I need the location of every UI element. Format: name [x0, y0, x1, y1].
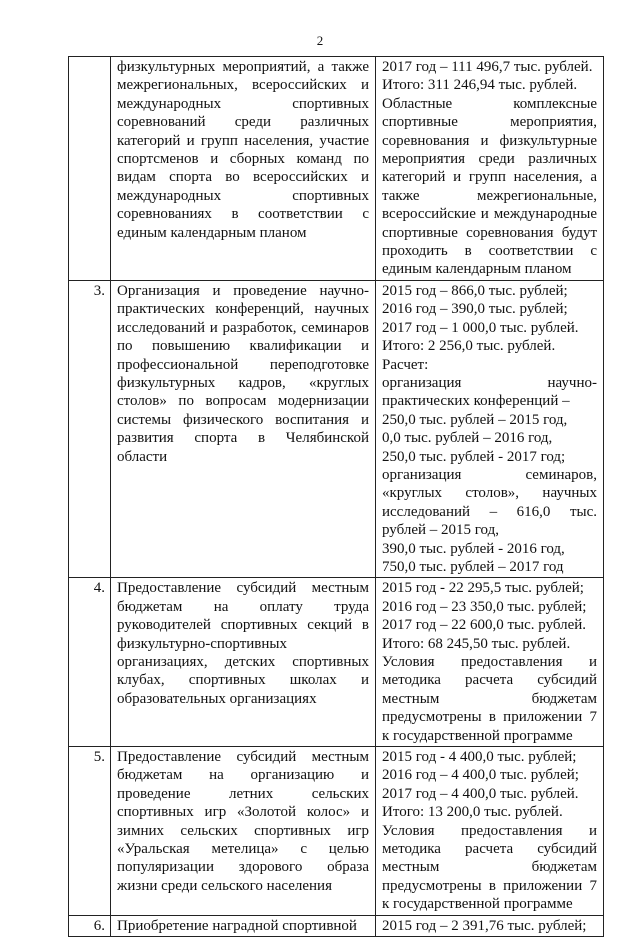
table-row: [69, 280, 604, 578]
funding-line: организация семинаров, «круглых столов», научных исследований – 616,0 тыс. рублей – 2015 год,: [382, 466, 597, 539]
funding-line: Расчет:: [382, 356, 429, 373]
funding-line: Условия предоставления и методика расчета субсидий местным бюджетам предусмотрены в приложении 7 к государственной программе: [382, 654, 597, 744]
funding-line: Итого: 13 200,0 тыс. рублей.: [382, 804, 563, 821]
funding-line: 2016 год – 23 350,0 тыс. рублей;: [382, 598, 587, 615]
row-number: 4.: [69, 578, 111, 747]
funding-line: 2017 год – 22 600,0 тыс. рублей.: [382, 617, 587, 634]
funding-line: 750,0 тыс. рублей – 2017 год: [382, 558, 564, 575]
row-number: [69, 57, 111, 281]
funding-line: Условия предоставления и методика расчета субсидий местным бюджетам предусмотрены в приложении 7 к государственной программе: [382, 822, 597, 913]
table-row: [69, 915, 604, 936]
activity-description: физкультурных мероприятий, а также межрегиональных, всероссийских и международных спортивных соревнований среди различных категорий и групп населения, участие спортсменов и сборных команд по видам спорта во всероссийских и международных спортивных соревнованиях в соответствии с единым календарным планом: [111, 57, 376, 281]
funding-cell: [376, 578, 604, 747]
funding-cell: [376, 915, 604, 936]
table-row: [69, 57, 604, 281]
funding-line: 250,0 тыс. рублей – 2015 год,: [382, 411, 568, 428]
activity-description: Предоставление субсидий местным бюджетам на организацию и проведение летних сельских спортивных игр «Золотой колос» и зимних сельских спортивных игр «Уральская метелица» с целью популяризации здорового образа жизни среди сельского населения: [111, 747, 376, 916]
funding-line: 2015 год - 4 400,0 тыс. рублей;: [382, 749, 577, 766]
funding-line: организация научно-практических конференций –: [382, 374, 597, 410]
page-number: 2: [316, 33, 324, 48]
funding-line: Итого: 311 246,94 тыс. рублей.: [382, 77, 578, 94]
funding-line: Итого: 2 256,0 тыс. рублей.: [382, 338, 556, 355]
program-activities-table: [68, 56, 604, 937]
funding-cell: [376, 747, 604, 916]
funding-line: 2017 год – 111 496,7 тыс. рублей.: [382, 59, 593, 75]
funding-line: 2016 год – 4 400,0 тыс. рублей;: [382, 767, 579, 784]
funding-line: 2017 год – 1 000,0 тыс. рублей.: [382, 319, 579, 336]
funding-line: 2017 год – 4 400,0 тыс. рублей.: [382, 785, 579, 802]
funding-line: 2015 год – 866,0 тыс. рублей;: [382, 282, 568, 299]
funding-cell: [376, 280, 604, 578]
activity-description: Организация и проведение научно-практических конференций, научных исследований и разработок, семинаров по повышению квалификации и профессиональной переподготовке физкультурных кадров, «круглых столов» по вопросам модернизации системы физического воспитания и развития спорта в Челябинской области: [111, 280, 376, 578]
activity-description: Предоставление субсидий местным бюджетам на оплату труда руководителей спортивных секций в физкультурно-спортивных организациях, детских спортивных клубах, спортивных школах и образовательных организациях: [111, 578, 376, 747]
funding-line: 0,0 тыс. рублей – 2016 год,: [382, 430, 553, 447]
activity-description: Приобретение наградной спортивной: [111, 915, 376, 936]
funding-line: 2016 год – 390,0 тыс. рублей;: [382, 301, 568, 318]
funding-line: 390,0 тыс. рублей - 2016 год,: [382, 540, 565, 557]
funding-line: 2015 год - 22 295,5 тыс. рублей;: [382, 580, 584, 597]
funding-line: 2015 год – 2 391,76 тыс. рублей;: [382, 917, 587, 934]
row-number: 5.: [69, 747, 111, 916]
funding-cell: [376, 57, 604, 281]
table-row: [69, 747, 604, 916]
table-row: [69, 578, 604, 747]
row-number: 3.: [69, 280, 111, 578]
funding-line: Итого: 68 245,50 тыс. рублей.: [382, 635, 571, 652]
funding-line: Областные комплексные спортивные мероприятия, соревнования и физкультурные мероприятия среди различных категорий и групп населения, а также межрегиональные, всероссийские и международные спортивные соревнования будут проходить в соответствии с единым календарным планом: [382, 95, 597, 278]
row-number: 6.: [69, 915, 111, 936]
funding-line: 250,0 тыс. рублей - 2017 год;: [382, 448, 566, 465]
